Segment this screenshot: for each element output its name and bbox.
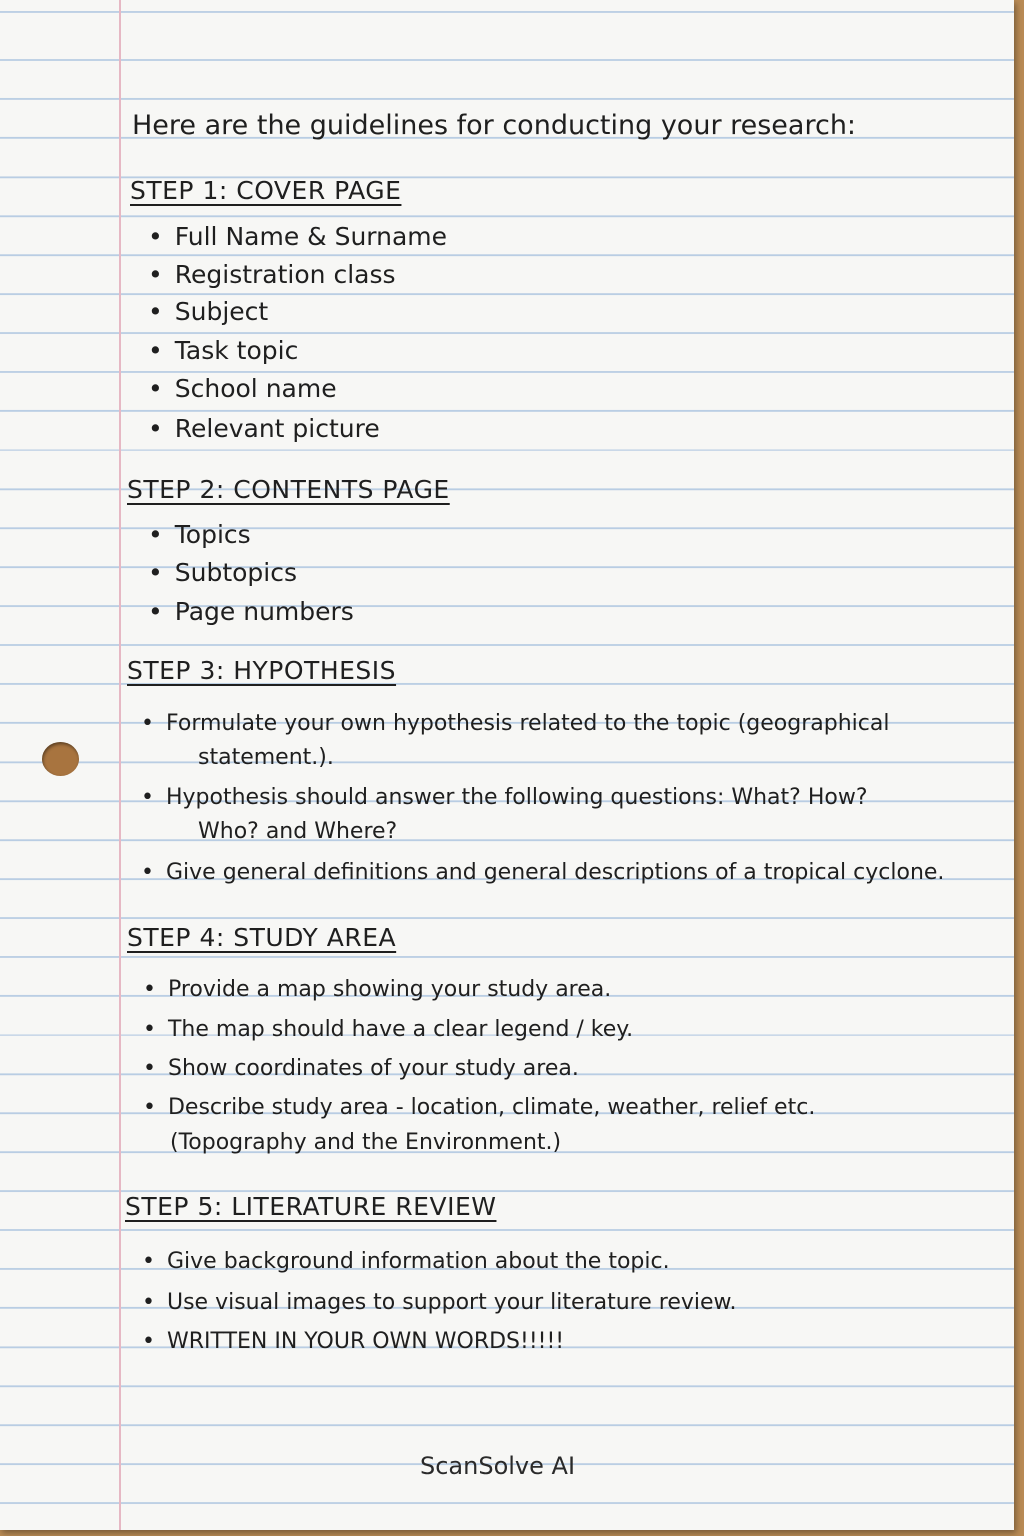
list-item: • Task topic xyxy=(148,336,299,365)
list-item: • Give background information about the topic. xyxy=(142,1249,670,1274)
list-item: • Give general definitions and general descriptions of a tropical cyclone. xyxy=(141,860,945,885)
step-3-heading: STEP 3: HYPOTHESIS xyxy=(127,656,397,685)
step-2-heading: STEP 2: CONTENTS PAGE xyxy=(127,475,450,504)
footer-watermark: ScanSolve AI xyxy=(420,1452,576,1480)
list-item: • The map should have a clear legend / key. xyxy=(143,1017,634,1042)
step-5-heading: STEP 5: LITERATURE REVIEW xyxy=(125,1192,497,1221)
list-item-continuation: Who? and Where? xyxy=(198,819,398,844)
intro-text: Here are the guidelines for conducting your research: xyxy=(132,110,857,141)
list-item: • Relevant picture xyxy=(148,414,380,443)
list-item: • Full Name & Surname xyxy=(148,222,448,251)
list-item-continuation: statement.). xyxy=(198,745,334,770)
punch-hole xyxy=(42,742,79,776)
list-item: • Hypothesis should answer the following questions: What? How? xyxy=(141,785,868,810)
step-4-heading: STEP 4: STUDY AREA xyxy=(127,923,397,952)
list-item-continuation: (Topography and the Environment.) xyxy=(170,1130,562,1155)
list-item: • Provide a map showing your study area. xyxy=(143,977,612,1002)
list-item: • Subtopics xyxy=(148,558,298,587)
list-item: • Use visual images to support your literature review. xyxy=(142,1290,737,1315)
list-item: • WRITTEN IN YOUR OWN WORDS!!!!! xyxy=(142,1329,565,1354)
list-item: • Subject xyxy=(148,297,269,326)
list-item: • Formulate your own hypothesis related to the topic (geographical xyxy=(141,711,890,736)
list-item: • Registration class xyxy=(148,260,396,289)
step-1-heading: STEP 1: COVER PAGE xyxy=(130,176,402,205)
margin-line xyxy=(119,0,121,1530)
list-item: • Show coordinates of your study area. xyxy=(143,1056,579,1081)
list-item: • Page numbers xyxy=(148,597,354,626)
list-item: • Describe study area - location, climate, weather, relief etc. xyxy=(143,1095,816,1120)
list-item: • Topics xyxy=(148,520,251,549)
list-item: • School name xyxy=(148,374,337,403)
